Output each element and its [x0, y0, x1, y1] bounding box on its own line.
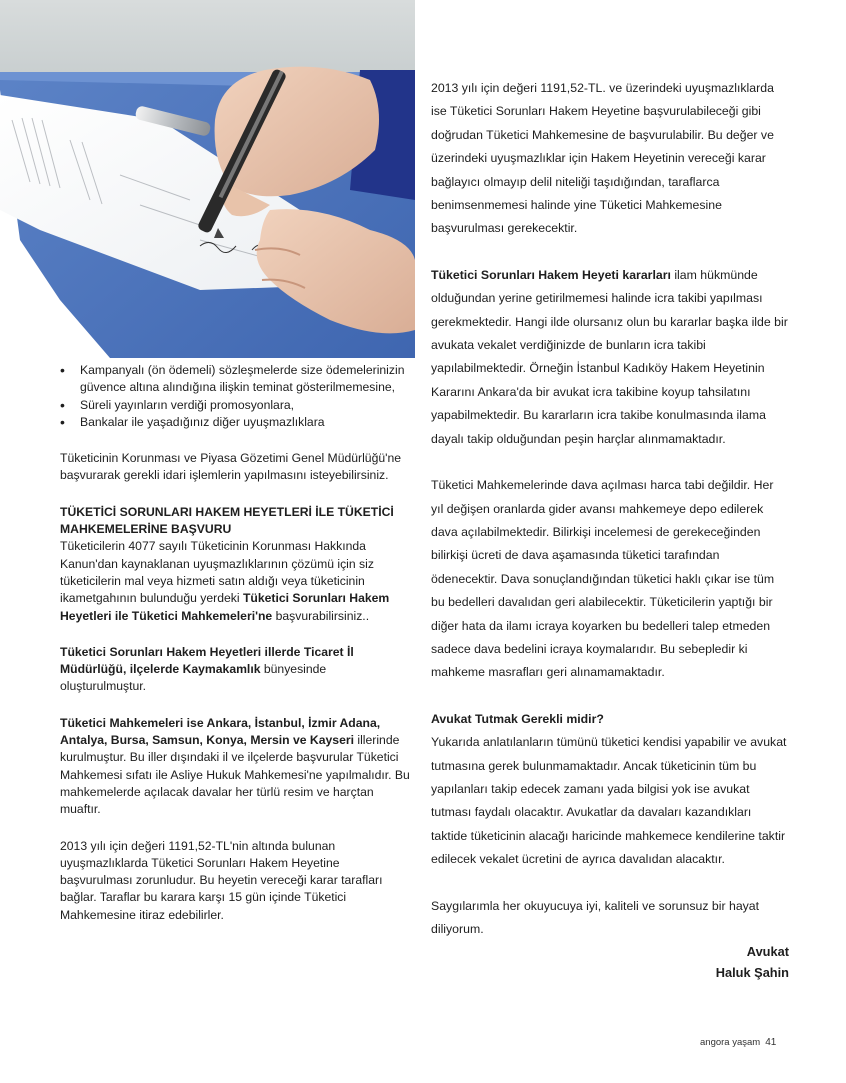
list-item: • Bankalar ile yaşadığınız diğer uyuşmazlıklara — [60, 414, 415, 431]
paragraph — [60, 715, 415, 819]
bullet-list — [60, 362, 415, 431]
paragraph: Saygılarımla her okuyucuya iyi, kaliteli ve sorunsuz bir hayat diliyorum. — [431, 898, 760, 936]
text-span: bünyesinde oluşturulmuştur. — [60, 662, 327, 694]
text-span: ilam hükmünde olduğundan yerine getirilmemesi halinde icra takibi yapılması gerekmektedir. Hangi ilde olursanız olun bu kararlar başka ilde bir avukata vekalet verdiğinizde de bunların icra takibi yapılabilmektedir. Örneğin İstanbul Kadıköy Hakem Heyetinin Kararını Ankara'da bir avukat icra takibine koyup tahsilatını yapabilmektedir. Bu kararların icra takibe konulmasında ilama dayalı takip olduğundan peşin harçlar alınmamaktadır. — [431, 267, 788, 446]
list-item: • Süreli yayınların verdiği promosyonlara, — [60, 397, 415, 414]
page-number: 41 — [765, 1037, 777, 1048]
list-item: • Kampanyalı (ön ödemeli) sözleşmelerde size ödemelerinizin güvence altına alındığına ilişkin teminat gösterilmemesine, — [60, 362, 415, 397]
paragraph: Tüketici Mahkemelerinde dava açılması harca tabi değildir. Her yıl değişen oranlarda gider avansı mahkemeye depo edilerek dava açılabilmektedir. Bilirkişi incelemesi de gerekeceğinden bilirkişi ücreti de dava aşamasında tüketici tarafından ödenecektir. Dava sonuçlandığından tüketici haklı çıkar ise tüm bu bedelleri davalıdan geri alabilecektir. Tüketicilerin yaptığı bir diğer hata da ilamı icraya koyarken bu bedelleri talep etmeden sadece dava bedelini icraya koymalarıdır. Bu sebepledir ki mahkeme masrafları geri alınamamaktadır. — [431, 478, 775, 680]
section-heading: TÜKETİCİ SORUNLARI HAKEM HEYETLERİ İLE TÜKETİCİ MAHKEMELERİNE BAŞVURU — [60, 504, 394, 537]
signature-name: Haluk Şahin — [715, 965, 789, 981]
signing-contract-photo — [0, 0, 415, 358]
paragraph — [60, 644, 415, 696]
text-span: başvurabilirsiniz.. — [272, 608, 370, 623]
signature-block — [431, 941, 789, 983]
paragraph: 2013 yılı için değeri 1191,52-TL'nin altında bulunan uyuşmazlıklarda Tüketici Sorunları Hakem Heyetine başvurulması zorunludur. Bu heyetin vereceği karar tarafları bağlar. Taraflar bu karara karşı 15 gün içinde Tüketici Mahkemesine itiraz edebilirler. — [60, 838, 383, 922]
bold-text: Tüketici Sorunları Hakem Heyetleri ile Tüketici Mahkemeleri'ne — [60, 591, 390, 623]
bold-text: Tüketici Mahkemeleri ise Ankara, İstanbul, İzmir Adana, Antalya, Bursa, Samsun, Konya, Mersin ve Kayseri — [60, 715, 381, 748]
paragraph — [431, 264, 789, 451]
paragraph: 2013 yılı için değeri 1191,52-TL. ve üzerindeki uyuşmazlıklarda ise Tüketici Sorunları Hakem Heyetine başvurulabileceği gibi doğrudan Tüketici Mahkemesine de başvurulabilir. Bu değer ve üzerindeki uyuşmazlıklar için Hakem Heyetinin vereceği karar bağlayıcı olmayıp delil niteliği taşıdığından, taraflarca benimsenmemesi halinde yine Tüketici Mahkemesine başvurulması gerekecektir. — [431, 81, 774, 236]
text-span: illerinde kurulmuştur. Bu iller dışındaki il ve ilçelerde başvurular Tüketici Mahkemesi sıfatı ile Asliye Hukuk Mahkemesi'ne yapılmalıdır. Bu mahkemelerde açılacak davalar her türlü resim ve harçtan muaftır. — [60, 733, 410, 817]
left-column — [60, 362, 415, 924]
bold-text: Tüketici Sorunları Hakem Heyeti kararları — [431, 267, 671, 282]
magazine-name: angora yaşam — [700, 1037, 761, 1048]
paragraph: Tüketicinin Korunması ve Piyasa Gözetimi Genel Müdürlüğü'ne başvurarak gerekli idari işlemlerin yapılmasını isteyebilirsiniz. — [60, 451, 402, 483]
text-span: Tüketicilerin 4077 sayılı Tüketicinin Korunması Hakkında Kanun'dan kaynaklanan uyuşmazlıklarının çözümü için siz tüketicilerin mal veya hizmeti satın aldığı veya tüketicinin ikametgahının bulunduğu yerdeki — [60, 539, 374, 606]
page-footer — [700, 1037, 776, 1048]
paragraph: Yukarıda anlatılanların tümünü tüketici kendisi yapabilir ve avukat tutmasına gerek bulunmamaktadır. Ancak tüketicinin tüm bu yapılanları takip edecek zamanı yada bilgisi yok ise avukat tutması faydalı olacaktır. Avukatlar da davaları kazandıkları taktide tüketicinin alacağı haricinde mahkemece kendilerine taktir edilecek vekalet ücretini de ayrıca davalıdan alacaktır. — [431, 735, 787, 867]
right-column — [431, 77, 789, 983]
paragraph — [60, 538, 415, 624]
section-heading: Avukat Tutmak Gerekli midir? — [431, 711, 604, 726]
signature-title: Avukat — [746, 944, 789, 960]
bold-text: Tüketici Sorunları Hakem Heyetleri illerde Ticaret İl Müdürlüğü, ilçelerde Kaymakamlık — [60, 644, 354, 677]
